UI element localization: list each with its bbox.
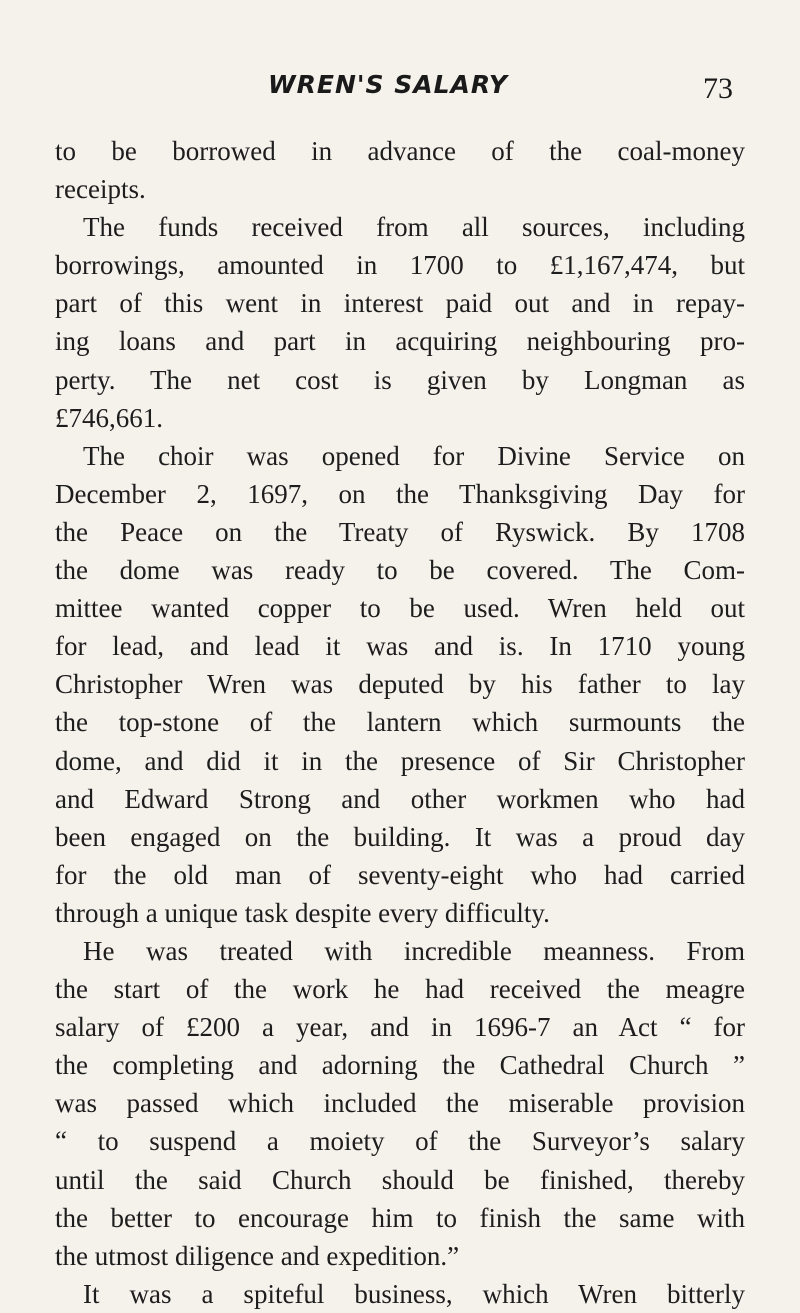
text-line: ing loans and part in acquiring neighbouring pro- bbox=[55, 326, 745, 357]
text-line: borrowings, amounted in 1700 to £1,167,474, but bbox=[55, 250, 745, 281]
text-line: the top-stone of the lantern which surmounts the bbox=[55, 707, 745, 738]
text-line: December 2, 1697, on the Thanksgiving Day for bbox=[55, 478, 745, 509]
text-line: been engaged on the building. It was a proud day bbox=[55, 821, 745, 852]
text-line: the completing and adorning the Cathedral Church ” bbox=[55, 1050, 745, 1081]
text-line: the Peace on the Treaty of Ryswick. By 1708 bbox=[55, 516, 745, 547]
text-line: He was treated with incredible meanness. From bbox=[83, 935, 745, 966]
running-title: WREN'S SALARY bbox=[268, 70, 508, 99]
text-line: the dome was ready to be covered. The Com- bbox=[55, 555, 745, 586]
text-line: receipts. bbox=[55, 174, 146, 205]
text-line: “ to suspend a moiety of the Surveyor’s salary bbox=[55, 1126, 745, 1157]
text-line: Christopher Wren was deputed by his father to lay bbox=[55, 669, 745, 700]
body-text bbox=[55, 132, 745, 1313]
text-line: £746,661. bbox=[55, 402, 163, 433]
text-line: the better to encourage him to finish the same with bbox=[55, 1202, 745, 1233]
text-line: The choir was opened for Divine Service on bbox=[83, 440, 745, 471]
text-line: It was a spiteful business, which Wren bitterly bbox=[83, 1278, 745, 1309]
text-line: salary of £200 a year, and in 1696-7 an Act “ for bbox=[55, 1012, 745, 1043]
page-number: 73 bbox=[703, 72, 733, 105]
text-line: the utmost diligence and expedition.” bbox=[55, 1240, 460, 1271]
text-line: part of this went in interest paid out and in repay- bbox=[55, 288, 745, 319]
text-line: for lead, and lead it was and is. In 1710 young bbox=[55, 631, 745, 662]
text-line: mittee wanted copper to be used. Wren held out bbox=[55, 593, 745, 624]
text-line: was passed which included the miserable provision bbox=[55, 1088, 745, 1119]
text-line: the start of the work he had received the meagre bbox=[55, 974, 745, 1005]
text-line: to be borrowed in advance of the coal-money bbox=[55, 136, 745, 166]
text-line: for the old man of seventy-eight who had carried bbox=[55, 859, 745, 890]
text-line: dome, and did it in the presence of Sir Christopher bbox=[55, 745, 745, 776]
text-line: through a unique task despite every difficulty. bbox=[55, 897, 550, 928]
text-line: The funds received from all sources, including bbox=[83, 212, 745, 243]
text-line: and Edward Strong and other workmen who had bbox=[55, 783, 745, 814]
text-line: until the said Church should be finished, thereby bbox=[55, 1164, 745, 1195]
text-line: perty. The net cost is given by Longman as bbox=[55, 364, 745, 395]
